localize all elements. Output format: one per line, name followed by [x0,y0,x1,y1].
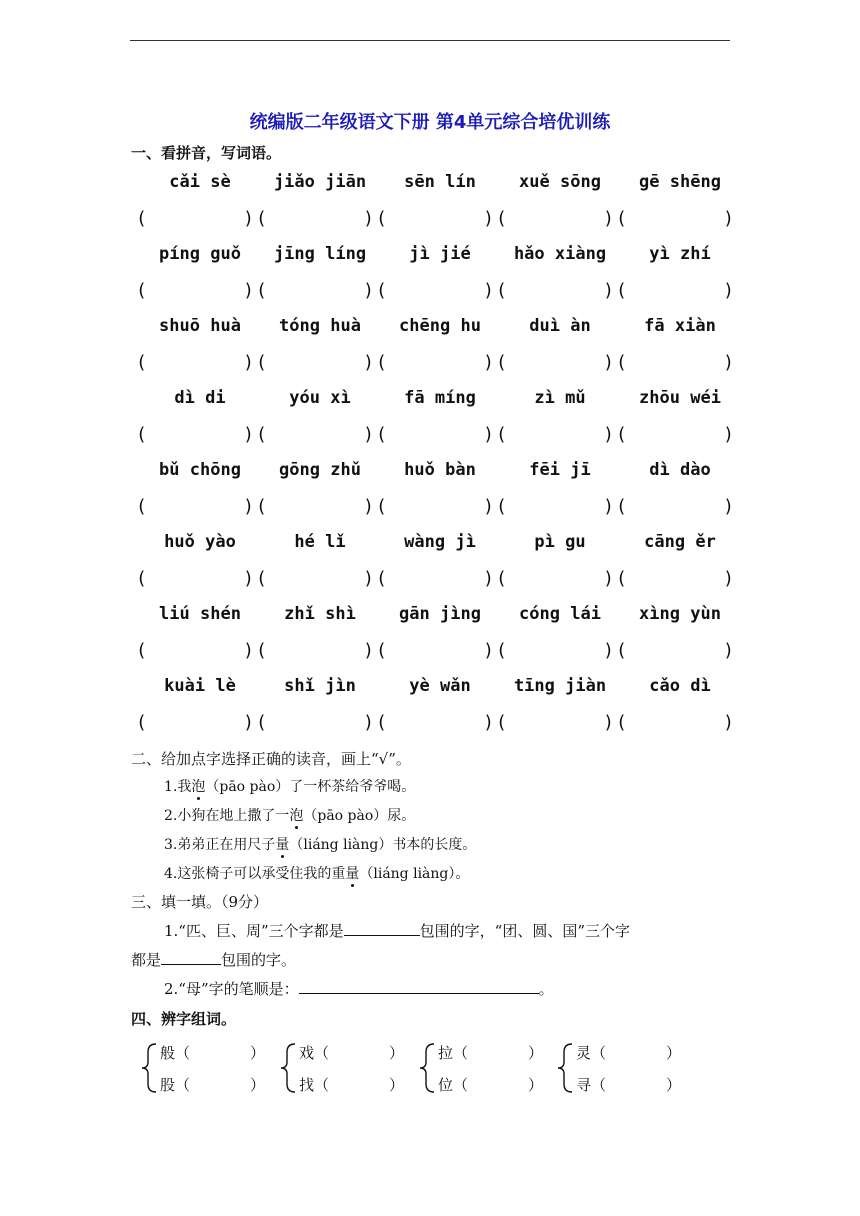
answer-row [136,640,740,664]
pinyin-word: jì jié [409,244,471,264]
paren-open: （ [453,1076,469,1094]
q1-text: 1.“匹、巨、周”三个字都是 [164,922,344,940]
bracket-open: ( [256,424,267,445]
paren-open: （ [591,1044,607,1062]
pinyin-word: pì gu [534,532,586,552]
pinyin-row [140,316,740,340]
char: 拉 [438,1044,454,1062]
answer-box[interactable] [616,424,734,448]
answer-box[interactable] [376,640,494,664]
answer-box[interactable] [496,712,614,736]
fill-question-1-cont [131,949,296,970]
pinyin-word: kuài lè [164,676,236,696]
q2-blank[interactable] [299,979,539,994]
bracket-close: ) [723,208,734,229]
char-group-1 [140,1040,280,1096]
answer-box[interactable] [616,640,734,664]
section4-heading: 四、辨字组词。 [131,1010,237,1028]
paren-open: （ [453,1044,469,1062]
answer-box[interactable] [616,496,734,520]
header-rule [130,40,730,41]
bracket-open: ( [376,424,387,445]
reading-item-1 [164,776,415,796]
pinyin-word: yè wǎn [409,676,471,696]
bracket-open: ( [376,208,387,229]
item-options[interactable]: （pāo pào）了一杯茶给爷爷喝。 [205,779,416,795]
item-options[interactable]: （liáng liàng）。 [359,866,470,882]
bracket-open: ( [496,280,507,301]
pinyin-word: cāng ěr [644,532,716,552]
pinyin-word: wàng jì [404,532,476,552]
pinyin-word: jiǎo jiān [273,172,367,192]
answer-box[interactable] [256,496,374,520]
answer-box[interactable] [496,640,614,664]
bracket-close: ) [723,424,734,445]
section2-heading: 二、给加点字选择正确的读音，画上“√”。 [131,750,411,768]
answer-box[interactable] [256,280,374,304]
bracket-close: ) [723,496,734,517]
bracket-close: ) [243,280,254,301]
answer-box[interactable] [376,424,494,448]
reading-item-3 [164,834,476,854]
pinyin-word: bǔ chōng [159,460,241,480]
answer-box[interactable] [376,712,494,736]
pinyin-word: zhǐ shì [284,604,356,624]
answer-box[interactable] [376,496,494,520]
answer-box[interactable] [616,352,734,376]
bracket-open: ( [616,352,627,373]
answer-row [136,280,740,304]
pinyin-word: duì àn [529,316,591,336]
bracket-close: ) [363,280,374,301]
bracket-close: ) [603,496,614,517]
answer-box[interactable] [256,424,374,448]
pinyin-row [140,532,740,556]
answer-box[interactable] [376,352,494,376]
answer-box[interactable] [496,208,614,232]
pinyin-word: tīng jiàn [513,676,607,696]
answer-box[interactable] [496,352,614,376]
brace-icon [418,1040,438,1096]
bracket-close: ) [363,640,374,661]
bracket-close: ) [723,712,734,733]
bracket-close: ) [243,424,254,445]
bracket-close: ) [363,352,374,373]
bracket-open: ( [496,352,507,373]
answer-box[interactable] [136,640,254,664]
paren-close: ） [250,1044,266,1062]
answer-box[interactable] [136,712,254,736]
fill-question-1 [164,920,630,941]
item-text: 1.我 [164,779,192,795]
char-pair-bottom [160,1074,265,1095]
answer-box[interactable] [496,280,614,304]
answer-box[interactable] [616,208,734,232]
bracket-close: ) [243,640,254,661]
answer-box[interactable] [496,568,614,592]
pinyin-word: shuō huà [159,316,241,336]
char-pair-top [299,1042,404,1063]
paren-open: （ [175,1076,191,1094]
bracket-open: ( [616,712,627,733]
bracket-close: ) [603,424,614,445]
pinyin-word: cǎo dì [649,676,711,696]
answer-box[interactable] [616,280,734,304]
bracket-open: ( [496,712,507,733]
paren-open: （ [591,1076,607,1094]
answer-row [136,568,740,592]
bracket-close: ) [483,712,494,733]
answer-row [136,208,740,232]
bracket-close: ) [243,496,254,517]
bracket-open: ( [256,352,267,373]
bracket-open: ( [376,496,387,517]
answer-box[interactable] [256,568,374,592]
answer-row [136,712,740,736]
pinyin-word: gān jìng [399,604,481,624]
pinyin-word: sēn lín [404,172,476,192]
pinyin-word: yì zhí [649,244,711,264]
bracket-close: ) [603,280,614,301]
answer-box[interactable] [256,208,374,232]
paren-close: ） [666,1044,682,1062]
bracket-open: ( [136,352,147,373]
pinyin-row [140,172,740,196]
q1-text-2: 包围的字，“团、圆、国”三个字 [419,922,630,940]
q2-text: 2.“母”字的笔顺是： [164,980,299,998]
pinyin-word: hé lǐ [294,532,346,552]
bracket-open: ( [616,496,627,517]
pinyin-word: fā míng [404,388,476,408]
paren-close: ） [250,1076,266,1094]
bracket-close: ) [363,712,374,733]
bracket-close: ) [483,208,494,229]
bracket-close: ) [723,568,734,589]
pinyin-word: fēi jī [529,460,591,480]
pinyin-word: gōng zhǔ [279,460,361,480]
bracket-open: ( [496,208,507,229]
q2-end: 。 [538,980,554,998]
bracket-open: ( [256,568,267,589]
bracket-open: ( [136,208,147,229]
bracket-open: ( [376,352,387,373]
answer-box[interactable] [616,568,734,592]
dotted-char: 量 [275,837,290,853]
char: 戏 [299,1044,315,1062]
bracket-close: ) [483,496,494,517]
bracket-open: ( [616,208,627,229]
answer-box[interactable] [136,208,254,232]
paren-open: （ [314,1076,330,1094]
q1-text-3: 都是 [131,951,162,969]
dotted-char: 量 [345,866,360,882]
bracket-open: ( [376,568,387,589]
section1-heading: 一、看拼音，写词语。 [131,144,282,162]
bracket-close: ) [603,352,614,373]
answer-box[interactable] [496,496,614,520]
bracket-open: ( [256,280,267,301]
answer-box[interactable] [136,496,254,520]
char: 灵 [576,1044,592,1062]
char: 股 [160,1076,176,1094]
paren-open: （ [314,1044,330,1062]
pinyin-word: píng guǒ [159,244,241,264]
char: 般 [160,1044,176,1062]
answer-box[interactable] [376,280,494,304]
bracket-close: ) [483,568,494,589]
pinyin-word: jīng líng [273,244,367,264]
bracket-open: ( [376,280,387,301]
pinyin-word: yóu xì [289,388,351,408]
bracket-close: ) [363,208,374,229]
bracket-close: ) [483,640,494,661]
answer-box[interactable] [496,424,614,448]
q1-blank-2[interactable] [161,950,221,965]
answer-box[interactable] [136,568,254,592]
char-pair-top [438,1042,543,1063]
char-pair-top [576,1042,681,1063]
bracket-close: ) [243,712,254,733]
bracket-open: ( [616,568,627,589]
brace-icon [140,1040,160,1096]
answer-row [136,424,740,448]
pinyin-row [140,244,740,268]
paren-close: ） [389,1076,405,1094]
item-options[interactable]: （liáng liàng）书本的长度。 [289,837,477,853]
pinyin-word: zì mǔ [534,388,586,408]
reading-item-4 [164,863,469,883]
char: 找 [299,1076,315,1094]
fill-question-2 [164,978,554,999]
pinyin-word: huǒ yào [164,532,236,552]
bracket-close: ) [723,280,734,301]
answer-box[interactable] [136,352,254,376]
bracket-open: ( [136,568,147,589]
bracket-open: ( [136,640,147,661]
bracket-close: ) [363,568,374,589]
bracket-open: ( [496,424,507,445]
bracket-open: ( [136,712,147,733]
bracket-close: ) [603,208,614,229]
bracket-close: ) [603,712,614,733]
pinyin-row [140,460,740,484]
pinyin-word: cóng lái [519,604,601,624]
answer-box[interactable] [256,640,374,664]
bracket-open: ( [616,640,627,661]
char-group-2 [279,1040,419,1096]
pinyin-word: xìng yùn [639,604,721,624]
pinyin-word: huǒ bàn [404,460,476,480]
bracket-close: ) [363,496,374,517]
bracket-open: ( [136,280,147,301]
pinyin-row [140,676,740,700]
answer-row [136,496,740,520]
pinyin-word: liú shén [159,604,241,624]
bracket-close: ) [603,640,614,661]
answer-row [136,352,740,376]
bracket-open: ( [256,208,267,229]
item-text: 2.小狗在地上撒了一 [164,808,290,824]
bracket-close: ) [483,352,494,373]
bracket-close: ) [243,208,254,229]
char: 位 [438,1076,454,1094]
pinyin-row [140,388,740,412]
paren-open: （ [175,1044,191,1062]
pinyin-word: dì di [174,388,226,408]
bracket-open: ( [496,640,507,661]
pinyin-row [140,604,740,628]
pinyin-word: dì dào [649,460,711,480]
dotted-char: 泡 [191,779,206,795]
char-pair-bottom [438,1074,543,1095]
paren-close: ） [528,1044,544,1062]
pinyin-word: xuě sōng [519,172,601,192]
answer-box[interactable] [616,712,734,736]
bracket-open: ( [256,712,267,733]
bracket-close: ) [603,568,614,589]
bracket-close: ) [483,280,494,301]
pinyin-word: gē shēng [639,172,721,192]
reading-item-2 [164,805,415,825]
bracket-close: ) [243,352,254,373]
pinyin-word: fā xiàn [644,316,716,336]
bracket-open: ( [256,496,267,517]
bracket-close: ) [363,424,374,445]
item-options[interactable]: （pāo pào）尿。 [303,808,416,824]
bracket-open: ( [376,640,387,661]
item-text: 4.这张椅子可以承受住我的重 [164,866,346,882]
bracket-open: ( [496,568,507,589]
answer-box[interactable] [136,280,254,304]
bracket-close: ) [483,424,494,445]
bracket-close: ) [243,568,254,589]
char-pair-bottom [576,1074,681,1095]
pinyin-word: shǐ jìn [284,676,356,696]
pinyin-word: chēng hu [399,316,481,336]
char-group-4 [556,1040,696,1096]
pinyin-word: zhōu wéi [639,388,721,408]
bracket-open: ( [136,496,147,517]
bracket-open: ( [616,424,627,445]
dotted-char: 泡 [289,808,304,824]
char-pair-top [160,1042,265,1063]
page-title: 统编版二年级语文下册 第4单元综合培优训练 [249,112,611,133]
char-group-3 [418,1040,558,1096]
answer-box[interactable] [376,208,494,232]
answer-box[interactable] [376,568,494,592]
pinyin-word: tóng huà [279,316,361,336]
pinyin-word: hǎo xiàng [513,244,607,264]
brace-icon [556,1040,576,1096]
char-pair-bottom [299,1074,404,1095]
paren-close: ） [389,1044,405,1062]
bracket-open: ( [256,640,267,661]
item-text: 3.弟弟正在用尺子 [164,837,276,853]
bracket-open: ( [496,496,507,517]
answer-box[interactable] [256,712,374,736]
bracket-close: ) [723,352,734,373]
q1-blank-1[interactable] [344,921,420,936]
bracket-close: ) [723,640,734,661]
q1-text-4: 包围的字。 [221,951,297,969]
char: 寻 [576,1076,592,1094]
bracket-open: ( [136,424,147,445]
section3-heading: 三、填一填。（9分） [131,893,269,911]
paren-close: ） [666,1076,682,1094]
answer-box[interactable] [256,352,374,376]
bracket-open: ( [616,280,627,301]
pinyin-word: cǎi sè [169,172,231,192]
bracket-open: ( [376,712,387,733]
brace-icon [279,1040,299,1096]
paren-close: ） [528,1076,544,1094]
answer-box[interactable] [136,424,254,448]
